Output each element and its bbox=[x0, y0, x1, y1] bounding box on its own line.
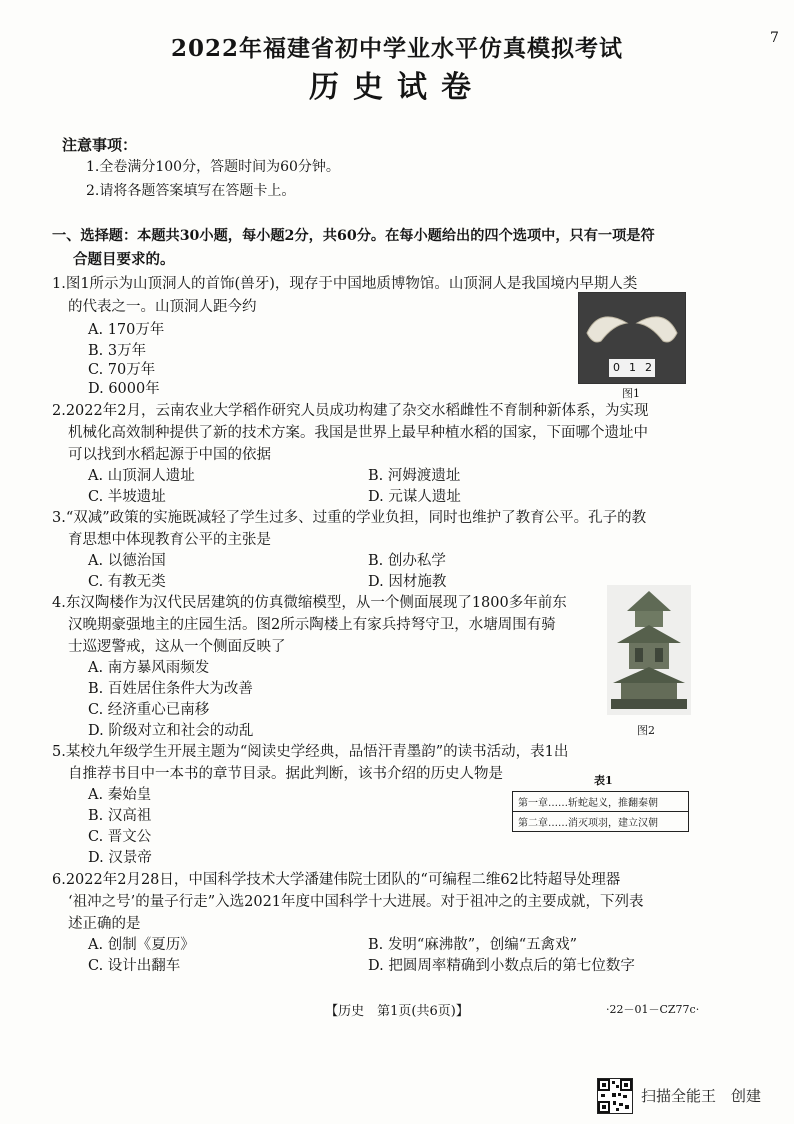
q6-option-c: C. 设计出翻车 bbox=[88, 958, 181, 974]
q5-option-a: A. 秦始皇 bbox=[88, 787, 152, 803]
q2-line1: 2.2022年2月，云南农业大学稻作研究人员成功构建了杂交水稻雌性不育制种新体系，为实现 bbox=[52, 403, 649, 419]
table-1-row-2: 第二章……消灭项羽，建立汉朝 bbox=[518, 818, 658, 829]
q5-line1: 5.某校九年级学生开展主题为“阅读史学经典，品悟汗青墨韵”的读书活动，表1出 bbox=[52, 744, 569, 760]
page-footer: 【历史 第1页(共6页)】 bbox=[325, 1004, 469, 1019]
q1-option-d: D. 6000年 bbox=[88, 381, 160, 397]
q3-option-d: D. 因材施教 bbox=[368, 574, 447, 590]
q5-line2: 自推荐书目中一本书的章节目录。据此判断，该书介绍的历史人物是 bbox=[68, 766, 503, 782]
q6-option-a: A. 创制《夏历》 bbox=[88, 937, 195, 953]
scale-label-1: 1 bbox=[629, 361, 645, 374]
q6-line1: 6.2022年2月28日，中国科学技术大学潘建伟院士团队的“可编程二维62比特超导处理器 bbox=[52, 872, 621, 888]
scale-label-2: 2 bbox=[645, 361, 661, 374]
q5-option-d: D. 汉景帝 bbox=[88, 850, 152, 866]
qr-code-icon bbox=[597, 1078, 633, 1114]
subject-title: 历史试卷 bbox=[309, 70, 485, 105]
figure-2-pottery-tower-photo bbox=[607, 585, 691, 715]
q3-line2: 育思想中体现教育公平的主张是 bbox=[68, 532, 271, 548]
scanner-watermark: 扫描全能王 创建 bbox=[641, 1087, 762, 1105]
table-1-row-1: 第一章……斩蛇起义，推翻秦朝 bbox=[513, 792, 688, 812]
q4-option-d: D. 阶级对立和社会的动乱 bbox=[88, 723, 254, 739]
figure-1-teeth-photo bbox=[578, 292, 686, 384]
q1-option-a: A. 170万年 bbox=[88, 322, 165, 338]
notice-item-2: 2.请将各题答案填写在答题卡上。 bbox=[86, 183, 296, 199]
q4-option-c: C. 经济重心已南移 bbox=[88, 702, 210, 718]
q6-line2: ‘祖冲之号’的量子行走”入选2021年度中国科学十大进展。对于祖冲之的主要成就，下列表 bbox=[68, 894, 644, 910]
notice-heading: 注意事项： bbox=[62, 136, 138, 154]
pottery-tower-illustration bbox=[607, 585, 691, 715]
section-header-line1: 一、选择题：本题共30小题，每小题2分，共60分。在每小题给出的四个选项中，只有一项是符 bbox=[52, 228, 655, 244]
q3-option-c: C. 有教无类 bbox=[88, 574, 166, 590]
q6-line3: 述正确的是 bbox=[68, 916, 141, 932]
q4-option-a: A. 南方暴风雨频发 bbox=[88, 660, 210, 676]
corner-mark: 7 bbox=[770, 30, 779, 46]
exam-title: 2022年福建省初中学业水平仿真模拟考试 bbox=[170, 35, 623, 62]
q5-option-c: C. 晋文公 bbox=[88, 829, 152, 845]
q1-line2: 的代表之一。山顶洞人距今约 bbox=[68, 299, 257, 315]
section-header-line2: 合题目要求的。 bbox=[73, 251, 175, 268]
q1-option-b: B. 3万年 bbox=[88, 343, 147, 359]
table-1 bbox=[512, 791, 689, 832]
q2-line3: 可以找到水稻起源于中国的依据 bbox=[68, 447, 271, 463]
q3-option-a: A. 以德治国 bbox=[88, 553, 166, 569]
q2-line2: 机械化高效制种提供了新的技术方案。我国是世界上最早种植水稻的国家，下面哪个遗址中 bbox=[68, 425, 648, 441]
q4-line2: 汉晚期豪强地主的庄园生活。图2所示陶楼上有家兵持弩守卫，水塘周围有骑 bbox=[68, 617, 556, 633]
q2-option-a: A. 山顶洞人遗址 bbox=[88, 468, 195, 484]
q5-option-b: B. 汉高祖 bbox=[88, 808, 152, 824]
figure-2-caption: 图2 bbox=[637, 724, 655, 737]
q4-option-b: B. 百姓居住条件大为改善 bbox=[88, 681, 253, 697]
q2-option-d: D. 元谋人遗址 bbox=[368, 489, 461, 505]
q4-line3: 士巡逻警戒，这从一个侧面反映了 bbox=[68, 639, 286, 655]
q2-option-c: C. 半坡遗址 bbox=[88, 489, 166, 505]
exam-code: ·22－01－CZ77c· bbox=[606, 1003, 700, 1016]
q6-option-b: B. 发明“麻沸散”，创编“五禽戏” bbox=[368, 937, 578, 953]
scale-label-0: 0 bbox=[613, 361, 629, 374]
q3-option-b: B. 创办私学 bbox=[368, 553, 446, 569]
q1-option-c: C. 70万年 bbox=[88, 362, 156, 378]
q2-option-b: B. 河姆渡遗址 bbox=[368, 468, 461, 484]
q1-line1: 1.图1所示为山顶洞人的首饰(兽牙)，现存于中国地质博物馆。山顶洞人是我国境内早期人类 bbox=[52, 276, 638, 292]
q3-line1: 3.“双减”政策的实施既减轻了学生过多、过重的学业负担，同时也维护了教育公平。孔子的教 bbox=[52, 510, 647, 526]
q4-line1: 4.东汉陶楼作为汉代民居建筑的仿真微缩模型，从一个侧面展现了1800多年前东 bbox=[52, 595, 567, 611]
q6-option-d: D. 把圆周率精确到小数点后的第七位数字 bbox=[368, 958, 635, 974]
figure-1-caption: 图1 bbox=[622, 387, 640, 400]
notice-item-1: 1.全卷满分100分，答题时间为60分钟。 bbox=[86, 159, 340, 175]
table-1-caption: 表1 bbox=[594, 774, 613, 787]
